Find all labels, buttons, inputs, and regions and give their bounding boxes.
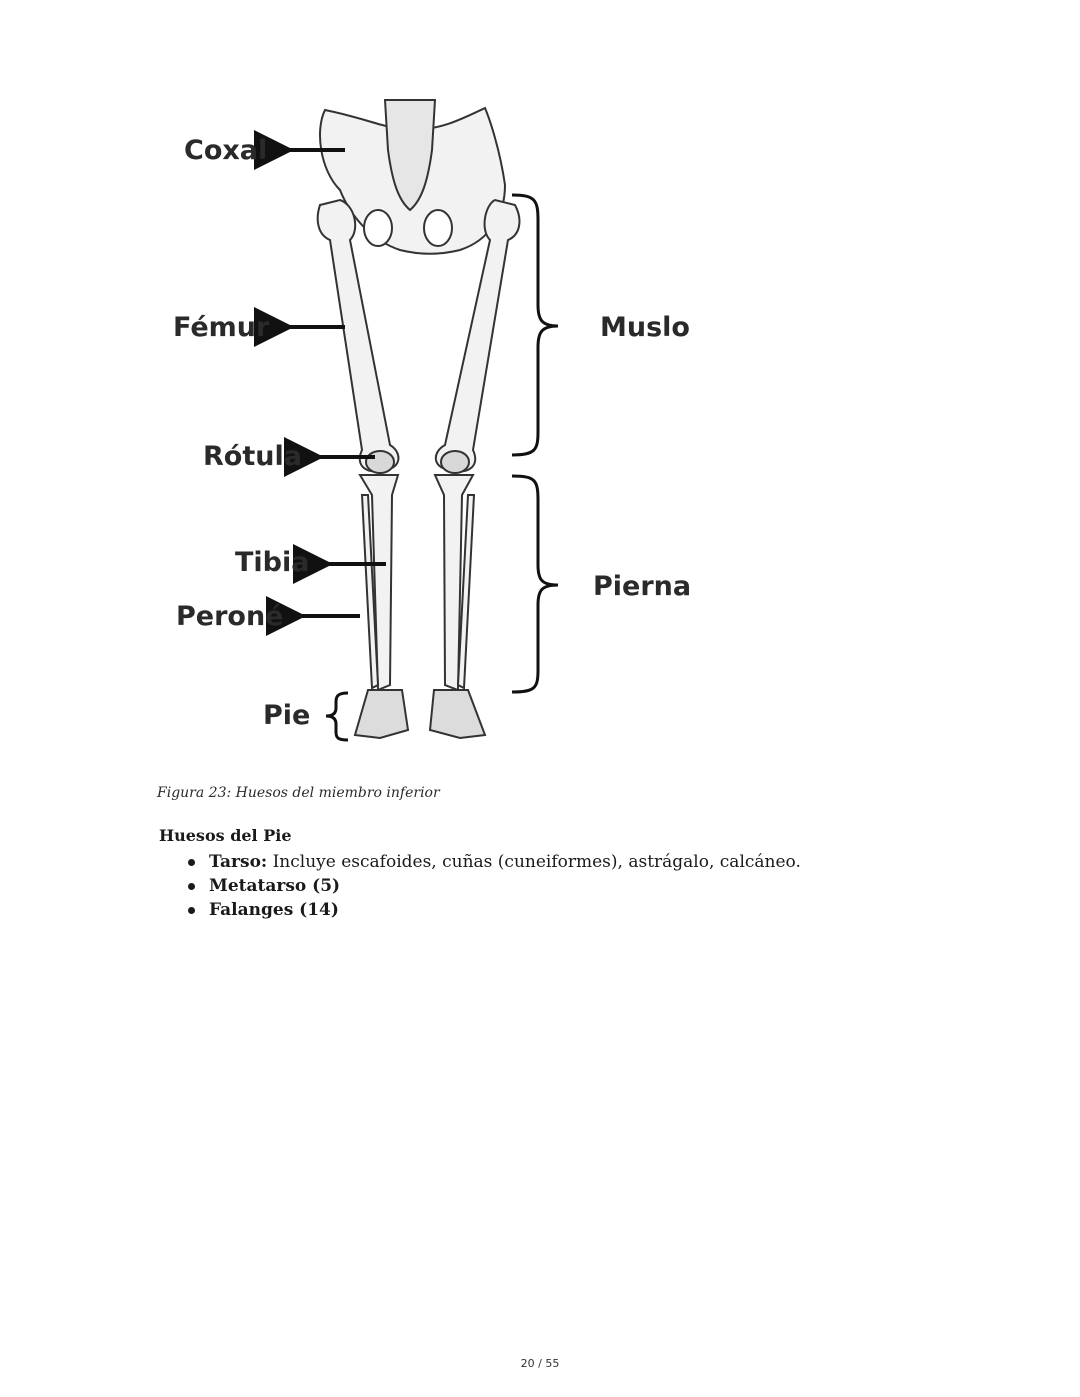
figure-caption: Figura 23: Huesos del miembro inferior bbox=[157, 785, 440, 801]
item-text: Incluye escafoides, cuñas (cuneiformes), astrágalo, calcáneo. bbox=[267, 852, 801, 872]
label-pierna: Pierna bbox=[593, 571, 692, 602]
list-item bbox=[188, 898, 801, 922]
right-foot-shape bbox=[430, 690, 485, 738]
lower-limb-bones-illustration bbox=[140, 90, 740, 750]
left-foot-shape bbox=[355, 690, 408, 738]
label-rotula: Rótula bbox=[203, 441, 302, 472]
bullet-icon bbox=[188, 907, 195, 914]
list-item bbox=[188, 874, 801, 898]
bullet-icon bbox=[188, 859, 195, 866]
pie-brace bbox=[326, 693, 348, 740]
foot-bones-list bbox=[188, 850, 801, 922]
label-coxal: Coxal bbox=[184, 135, 268, 166]
item-term: Metatarso (5) bbox=[209, 876, 341, 896]
label-muslo: Muslo bbox=[600, 312, 690, 343]
pierna-brace bbox=[512, 476, 558, 692]
label-perone: Peroné bbox=[176, 601, 284, 632]
muslo-brace bbox=[512, 195, 558, 455]
label-tibia: Tibia bbox=[235, 547, 310, 578]
section-title: Huesos del Pie bbox=[159, 826, 292, 845]
item-term: Falanges (14) bbox=[209, 900, 339, 920]
label-pie: Pie bbox=[263, 700, 311, 731]
page-number: 20 / 55 bbox=[520, 1357, 560, 1370]
list-item bbox=[188, 850, 801, 874]
label-femur: Fémur bbox=[173, 312, 270, 343]
item-term: Tarso: bbox=[209, 852, 268, 872]
bullet-icon bbox=[188, 883, 195, 890]
